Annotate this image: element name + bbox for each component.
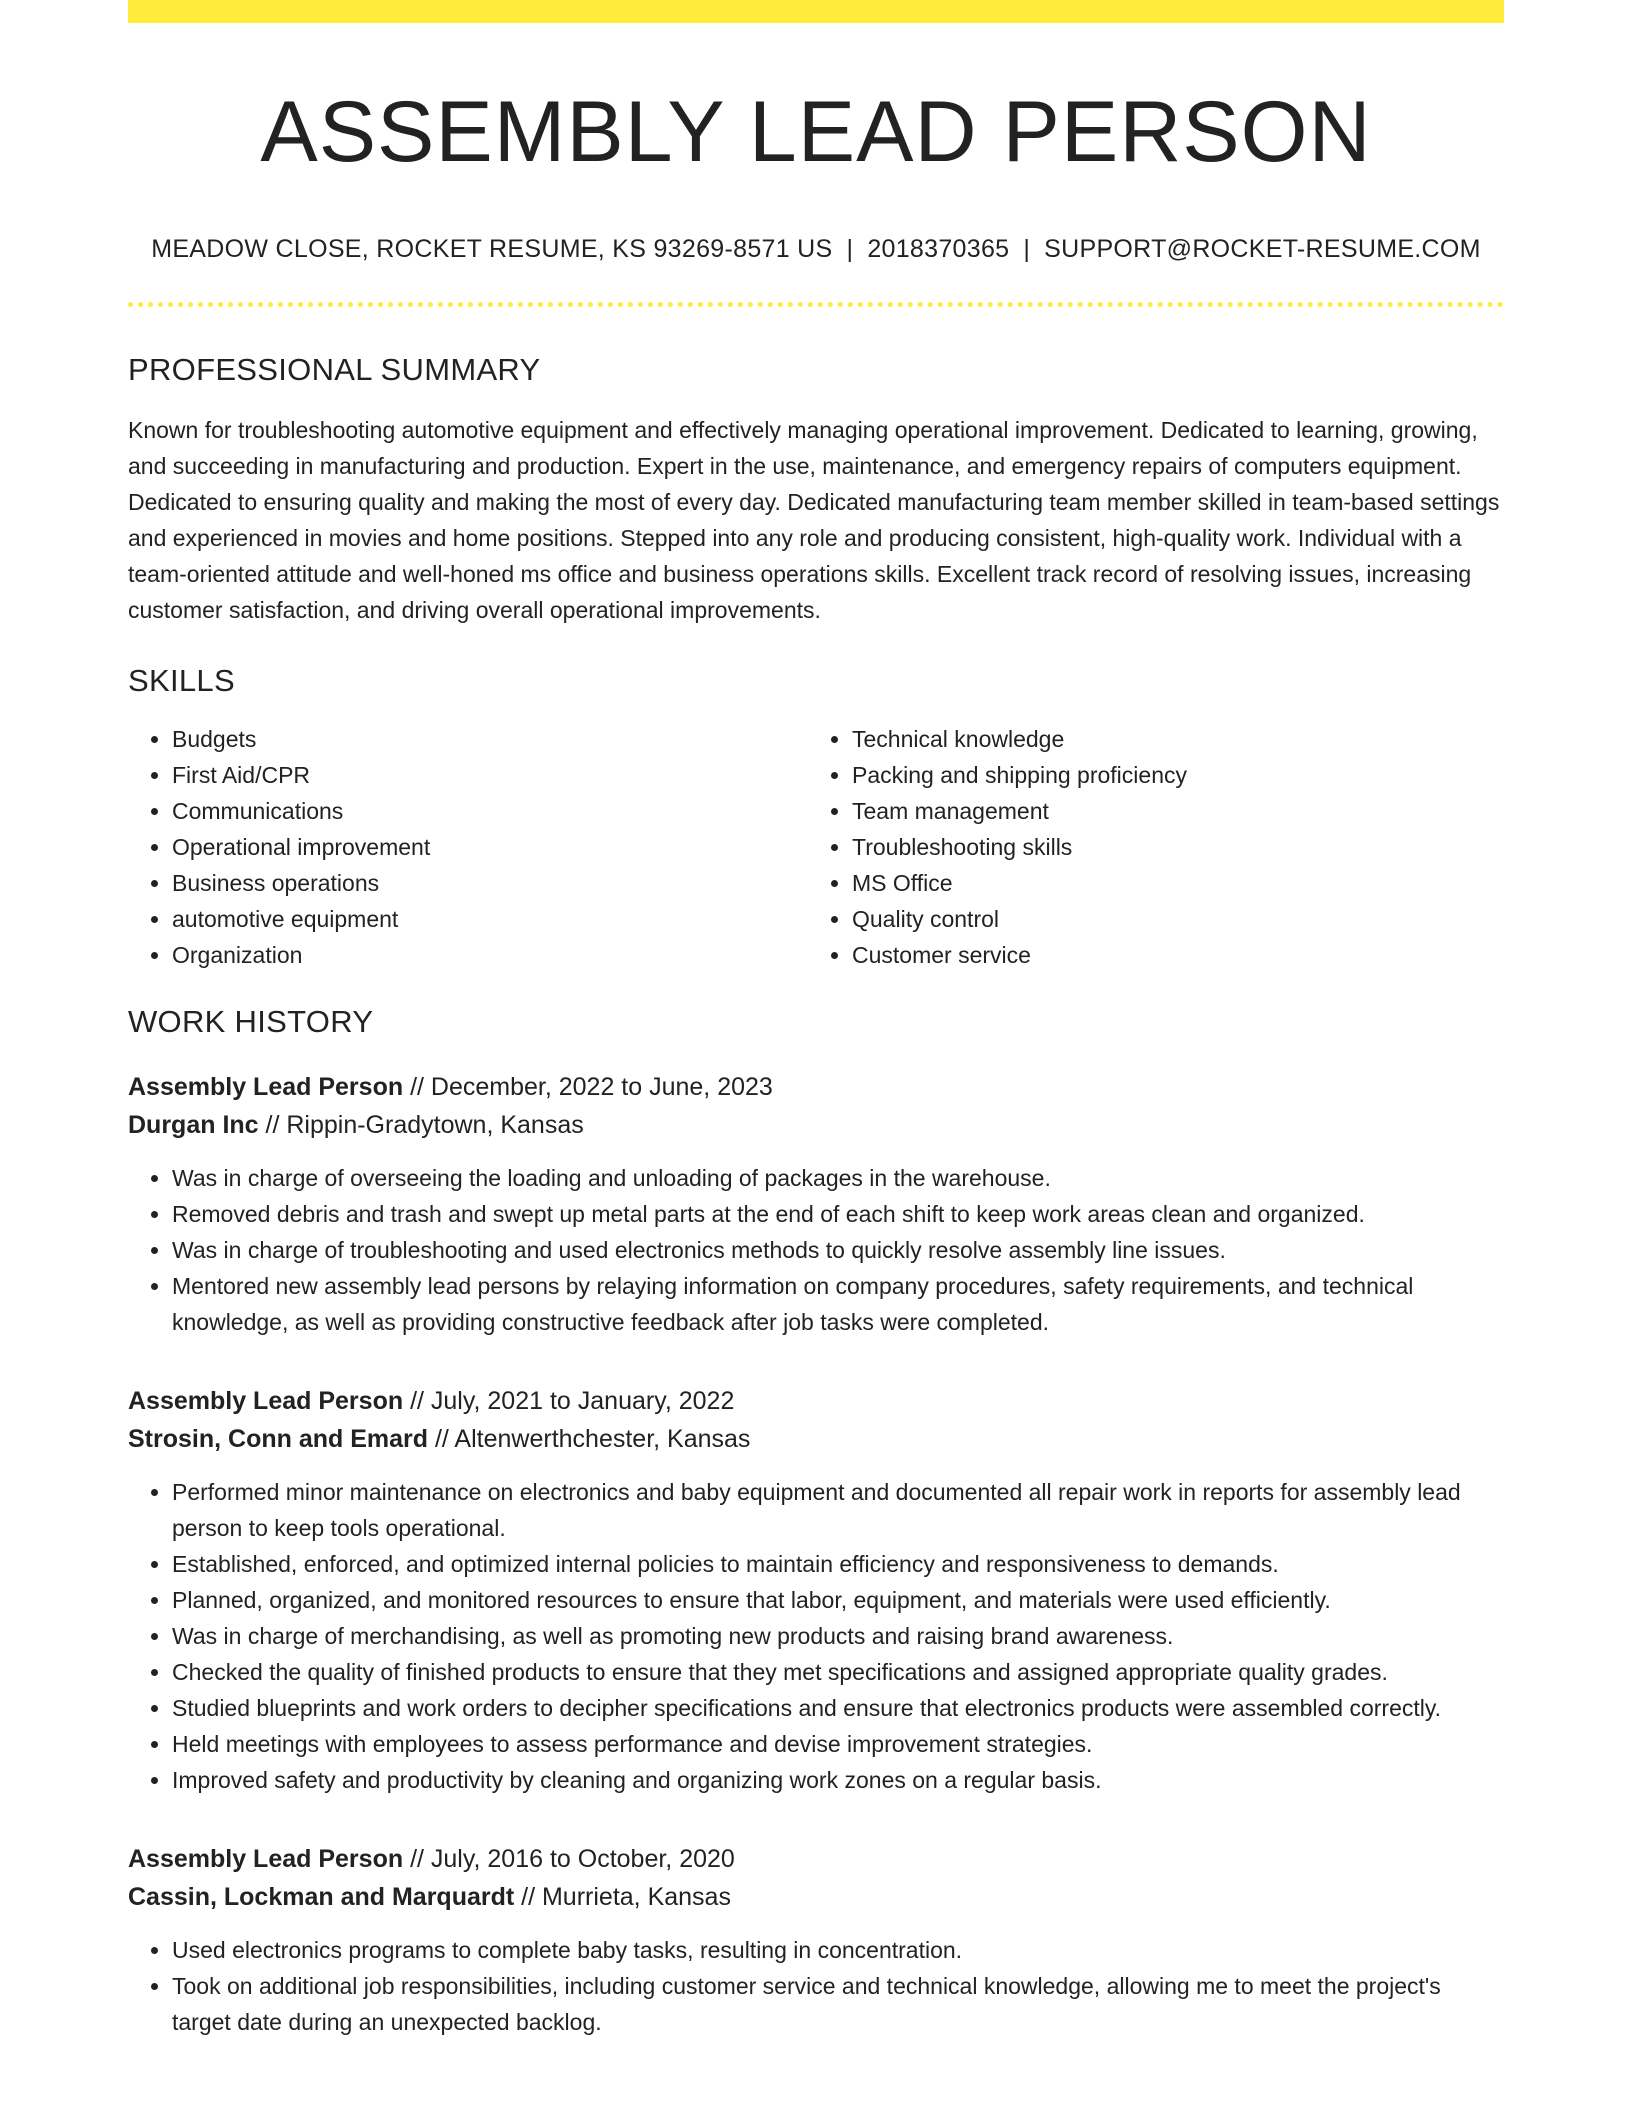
job-bullet: • Established, enforced, and optimized internal policies to maintain efficiency and responsiveness to demands. — [172, 1546, 1504, 1582]
job-bullet: • Took on additional job responsibilities, including customer service and technical knowledge, allowing me to meet the project's target date during an unexpected backlog. — [172, 1968, 1504, 2040]
job-bullet: • Checked the quality of finished products to ensure that they met specifications and assigned appropriate quality grades. — [172, 1654, 1504, 1690]
skill-item: • Organization — [172, 937, 806, 973]
skill-item: • Customer service — [852, 937, 1486, 973]
job-location: // Rippin-Gradytown, Kansas — [258, 1111, 584, 1140]
contact-separator: | — [846, 234, 854, 263]
job-title-line — [128, 1068, 1504, 1106]
skill-item: • Team management — [852, 793, 1486, 829]
skill-item: • Packing and shipping proficiency — [852, 757, 1486, 793]
skill-item: • automotive equipment — [172, 901, 806, 937]
contact-email: SUPPORT@ROCKET-RESUME.COM — [1044, 234, 1481, 263]
skill-item: • MS Office — [852, 865, 1486, 901]
job-bullet: • Studied blueprints and work orders to decipher specifications and ensure that electronics products were assembled correctly. — [172, 1690, 1504, 1726]
job-bullet: • Performed minor maintenance on electronics and baby equipment and documented all repair work in reports for assembly lead person to keep tools operational. — [172, 1474, 1504, 1546]
job-dates: // December, 2022 to June, 2023 — [403, 1073, 773, 1102]
job-company-line — [128, 1878, 1504, 1916]
skills-column-right — [806, 721, 1486, 973]
skill-item: • Operational improvement — [172, 829, 806, 865]
skill-item: • First Aid/CPR — [172, 757, 806, 793]
header-divider — [128, 302, 1504, 307]
candidate-name: ASSEMBLY LEAD PERSON — [260, 84, 1372, 180]
job-title: Assembly Lead Person — [128, 1387, 404, 1416]
skill-item: • Budgets — [172, 721, 806, 757]
skill-item: • Quality control — [852, 901, 1486, 937]
job-company: Cassin, Lockman and Marquardt — [128, 1883, 515, 1912]
job-bullet: • Was in charge of overseeing the loading and unloading of packages in the warehouse. — [172, 1160, 1504, 1196]
job-bullet: • Planned, organized, and monitored resources to ensure that labor, equipment, and materials were used efficiently. — [172, 1582, 1504, 1618]
job-bullet: • Used electronics programs to complete baby tasks, resulting in concentration. — [172, 1932, 1504, 1968]
job-bullet: • Improved safety and productivity by cleaning and organizing work zones on a regular basis. — [172, 1762, 1504, 1798]
contact-address: MEADOW CLOSE, ROCKET RESUME, KS 93269-8571 US — [151, 234, 833, 263]
job-dates: // July, 2021 to January, 2022 — [403, 1387, 735, 1416]
job-entry — [128, 1840, 1504, 2040]
job-title-line — [128, 1382, 1504, 1420]
accent-bar — [128, 0, 1504, 23]
skill-item: • Communications — [172, 793, 806, 829]
job-entry — [128, 1068, 1504, 1340]
job-bullets — [128, 1474, 1504, 1798]
skill-item: • Business operations — [172, 865, 806, 901]
job-bullet: • Removed debris and trash and swept up metal parts at the end of each shift to keep work areas clean and organized. — [172, 1196, 1504, 1232]
skills-column-left — [128, 721, 806, 973]
job-bullets — [128, 1160, 1504, 1340]
job-company-line — [128, 1420, 1504, 1458]
summary-text: Known for troubleshooting automotive equipment and effectively managing operational improvement. Dedicated to learning, growing, and succeeding in manufacturing and production. Expert in the use, maintenance, and emergency repairs of computers equipment. Dedicated to ensuring quality and making the most of every day. Dedicated manufacturing team member skilled in team-based settings and experienced in movies and home positions. Stepped into any role and producing consistent, high-quality work. Individual with a team-oriented attitude and well-honed ms office and business operations skills. Excellent track record of resolving issues, increasing customer satisfaction, and driving overall operational improvements. — [128, 417, 1500, 624]
skills-heading: SKILLS — [128, 663, 235, 699]
contact-separator: | — [1023, 234, 1031, 263]
contact-phone: 2018370365 — [867, 234, 1010, 263]
job-bullet: • Was in charge of troubleshooting and used electronics methods to quickly resolve assembly line issues. — [172, 1232, 1504, 1268]
job-company: Durgan Inc — [128, 1111, 259, 1140]
job-dates: // July, 2016 to October, 2020 — [403, 1845, 735, 1874]
job-location: // Altenwerthchester, Kansas — [428, 1425, 751, 1454]
resume-page — [128, 0, 1504, 2040]
job-title: Assembly Lead Person — [128, 1845, 404, 1874]
skill-item: • Troubleshooting skills — [852, 829, 1486, 865]
contact-line — [128, 234, 1504, 264]
job-bullet: • Held meetings with employees to assess performance and devise improvement strategies. — [172, 1726, 1504, 1762]
job-bullet: • Mentored new assembly lead persons by relaying information on company procedures, safety requirements, and technical knowledge, as well as providing constructive feedback after job tasks were completed. — [172, 1268, 1504, 1340]
job-title-line — [128, 1840, 1504, 1878]
job-company-line — [128, 1106, 1504, 1144]
job-bullets — [128, 1932, 1504, 2040]
skills-list — [128, 721, 1504, 973]
job-company: Strosin, Conn and Emard — [128, 1425, 429, 1454]
job-location: // Murrieta, Kansas — [514, 1883, 731, 1912]
job-bullet: • Was in charge of merchandising, as well as promoting new products and raising brand awareness. — [172, 1618, 1504, 1654]
work-history-heading: WORK HISTORY — [128, 1004, 374, 1040]
job-entry — [128, 1382, 1504, 1798]
job-title: Assembly Lead Person — [128, 1073, 404, 1102]
summary-heading: PROFESSIONAL SUMMARY — [128, 351, 541, 387]
skill-item: • Technical knowledge — [852, 721, 1486, 757]
